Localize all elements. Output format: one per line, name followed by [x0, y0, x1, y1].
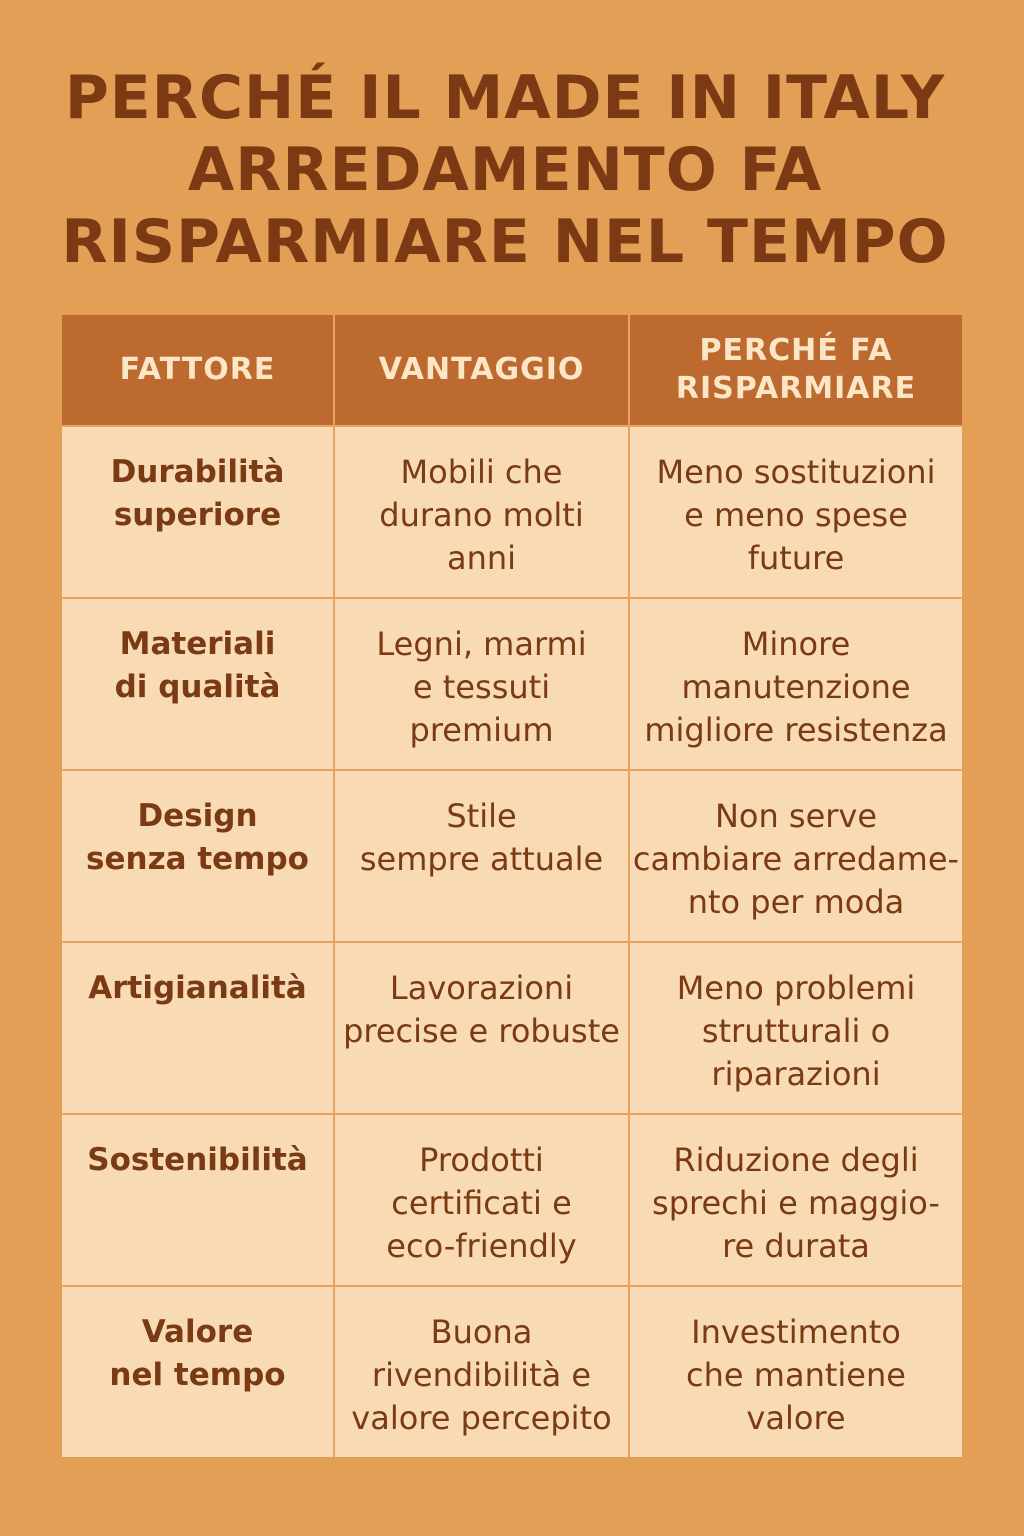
cell-factor: Valore nel tempo: [62, 1287, 333, 1457]
cell-factor: Artigianalità: [62, 943, 333, 1113]
cell-saving-reason: Investimento che mantiene valore: [630, 1287, 962, 1457]
cell-factor: Sostenibilità: [62, 1115, 333, 1285]
header-vantaggio: VANTAGGIO: [335, 315, 628, 425]
cell-factor: Design senza tempo: [62, 771, 333, 941]
cell-saving-reason: Meno problemi strutturali o riparazioni: [630, 943, 962, 1113]
cell-advantage: Mobili che durano molti anni: [335, 427, 628, 597]
header-perche-fa-risparmiare: PERCHÉ FA RISPARMIARE: [630, 315, 962, 425]
cell-advantage: Lavorazioni precise e robuste: [335, 943, 628, 1113]
cell-saving-reason: Minore manutenzione migliore resistenza: [630, 599, 962, 769]
cell-factor: Materiali di qualità: [62, 599, 333, 769]
cell-advantage: Stile sempre attuale: [335, 771, 628, 941]
cell-saving-reason: Riduzione degli sprechi e maggio- re durata: [630, 1115, 962, 1285]
cell-advantage: Buona rivendibilità e valore percepito: [335, 1287, 628, 1457]
cell-factor: Durabilità superiore: [62, 427, 333, 597]
page-title: PERCHÉ IL MADE IN ITALY ARREDAMENTO FA RISPARMIARE NEL TEMPO: [61, 63, 949, 277]
comparison-table: [62, 315, 962, 1457]
cell-advantage: Legni, marmi e tessuti premium: [335, 599, 628, 769]
cell-saving-reason: Non serve cambiare arredame- nto per moda: [630, 771, 962, 941]
header-fattore: FATTORE: [62, 315, 333, 425]
cell-advantage: Prodotti certificati e eco-friendly: [335, 1115, 628, 1285]
cell-saving-reason: Meno sostituzioni e meno spese future: [630, 427, 962, 597]
